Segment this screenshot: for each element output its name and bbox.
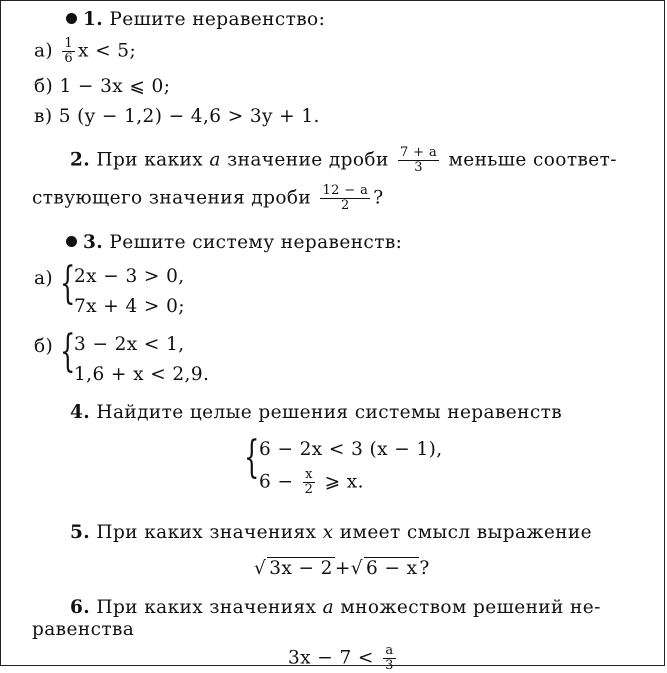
problem-number: 1. <box>83 9 104 30</box>
sqrt-icon: √ <box>254 558 267 579</box>
inequality: 5 (y − 1,2) − 4,6 > 3y + 1. <box>58 106 320 127</box>
problem-1v <box>34 106 320 127</box>
problem-1a <box>34 37 136 66</box>
text: ? <box>373 187 384 209</box>
problem-2-line-2 <box>32 184 384 213</box>
bullet-icon <box>66 13 77 24</box>
problem-title: Решите неравенство: <box>109 9 326 30</box>
variable: a <box>322 597 335 618</box>
variable: x <box>322 522 334 543</box>
text: меньше соответ- <box>448 149 617 171</box>
problem-4-heading <box>70 402 562 423</box>
sqrt-expression <box>254 557 430 579</box>
problem-number: 5. <box>70 522 91 543</box>
problem-1b <box>34 76 170 97</box>
item-label: в) <box>34 106 53 127</box>
problem-number: 3. <box>83 232 104 253</box>
item-label: б) <box>34 336 54 357</box>
inequality: 1 − 3x ⩽ 0; <box>59 76 171 97</box>
text: множеством решений не- <box>340 597 601 618</box>
problem-2-line-1 <box>70 146 617 175</box>
problem-number: 4. <box>70 402 91 423</box>
brace-icon: { <box>244 432 260 483</box>
system-line: 6 − 2x < 3 (x − 1), <box>259 439 443 460</box>
system-line: 7x + 4 > 0; <box>74 296 185 317</box>
text: 3x − 7 < <box>288 647 374 669</box>
text: + <box>334 558 351 579</box>
fraction: $\frac{x}{2}$ <box>304 467 314 497</box>
problem-1-heading <box>66 9 325 30</box>
problem-number: 6. <box>70 597 91 618</box>
fraction: $\frac{7 + a}{3}$ <box>399 145 438 175</box>
text: При каких значениях <box>96 597 317 618</box>
problem-number: 2. <box>70 149 91 171</box>
problem-6-line-1 <box>70 597 601 618</box>
item-label: а) <box>34 40 54 62</box>
brace-icon: { <box>60 326 76 377</box>
bullet-icon <box>66 236 77 247</box>
problem-3-heading <box>66 232 402 253</box>
system-line: 3 − 2x < 1, <box>74 334 185 355</box>
fraction: $\frac{12 - a}{2}$ <box>322 183 369 213</box>
text: значение дроби <box>227 149 389 171</box>
text: При каких <box>96 149 204 171</box>
brace-icon: { <box>60 258 76 309</box>
inequality <box>288 644 399 673</box>
fraction: $\frac{a}{3}$ <box>385 643 394 673</box>
problem-title: Решите систему неравенств: <box>109 232 403 253</box>
problem-title: Найдите целые решения системы неравенств <box>96 402 563 423</box>
text: При каких значениях <box>96 522 317 543</box>
variable: a <box>209 149 221 171</box>
item-label: а) <box>34 268 54 289</box>
radicand: 6 − x <box>365 558 418 579</box>
radicand: 3x − 2 <box>269 558 333 579</box>
text: ствующего значения дроби <box>32 187 312 209</box>
problem-6-line-2: равенства <box>32 619 135 640</box>
fraction: $\frac{1}{6}$ <box>64 36 74 66</box>
text: ? <box>419 558 430 579</box>
sqrt-icon: √ <box>350 558 363 579</box>
inequality: x < 5; <box>78 40 137 62</box>
text: ⩾ x. <box>324 471 364 493</box>
system-line: 1,6 + x < 2,9. <box>74 364 210 385</box>
text: имеет смысл выражение <box>339 522 592 543</box>
problem-5-heading <box>70 522 592 543</box>
system-line <box>259 468 364 497</box>
item-label: б) <box>34 76 54 97</box>
text: 6 − <box>259 471 294 493</box>
system-line: 2x − 3 > 0, <box>74 266 185 287</box>
